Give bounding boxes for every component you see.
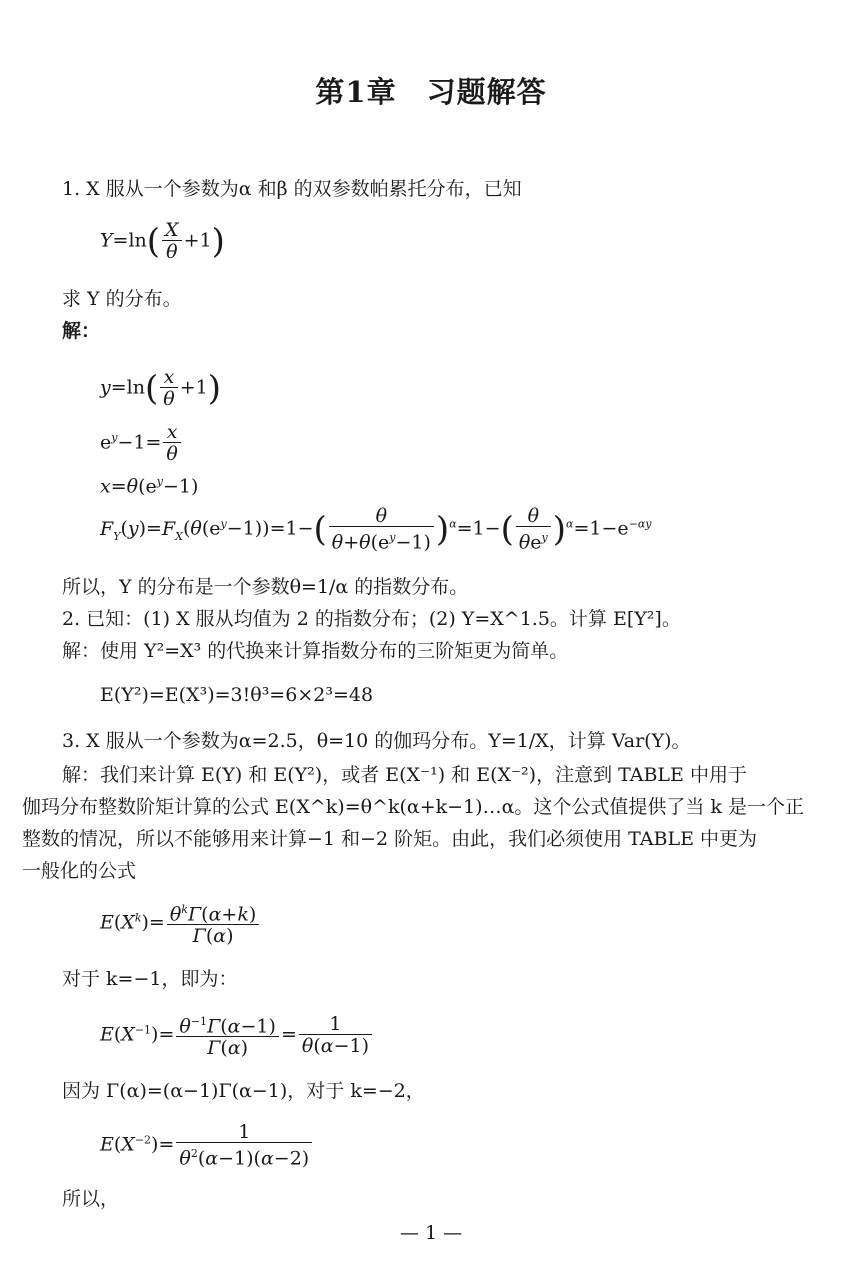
solution-1-eq3: $x=\theta(e^y-1)$	[100, 475, 199, 498]
solution-3-line-4: 一般化的公式	[22, 860, 137, 882]
solution-3-k-minus-1: 对于 k=−1，即为：	[62, 968, 238, 990]
solution-1-label: 解：	[62, 320, 101, 342]
solution-1-eq2: $e^y-1=$ $\frac{x}{\theta}$	[100, 422, 183, 465]
solution-3-line-2: 伽玛分布整数阶矩计算的公式 E(X^k)=θ^k(α+k−1)…α。这个公式值提供了当 k 是一个正	[22, 796, 805, 818]
page-title: 第1章 习题解答	[315, 75, 547, 109]
solution-3-eq1: $E(X^k)=$ $\frac{\theta^k\Gamma(\alpha+k)}{\Gamma(\alpha)}$	[100, 900, 261, 947]
problem-1-equation: Y=ln( $\frac{X}{\theta}$ +1)	[100, 219, 225, 263]
solution-1-eq4: $F_Y(y)=F_X(\theta(e^y-1))=1-$( $\frac{\theta}{\theta+\theta(e^y-1)}$ )$^\alpha$=1−( $\frac{\theta}{\theta e^y}$ )$^\alpha=1-e^{-\alpha y}$	[100, 505, 652, 554]
solution-2-equation: E(Y²)=E(X³)=3!θ³=6×2³=48	[100, 684, 374, 706]
problem-2-statement: 2. 已知：(1) X 服从均值为 2 的指数分布；(2) Y=X^1.5。计算 E[Y²]。	[62, 608, 681, 630]
solution-3-eq2: $E(X^{-1})=$ $\frac{\theta^{-1}\Gamma(\alpha-1)}{\Gamma(\alpha)}$ = $\frac{1}{\theta(\alpha-1)}$	[100, 1012, 374, 1059]
solution-1-conclusion: 所以，Y 的分布是一个参数θ=1/α 的指数分布。	[62, 576, 469, 598]
solution-3-line-1: 解：我们来计算 E(Y) 和 E(Y²)，或者 E(X⁻¹) 和 E(X⁻²)，注意到 TABLE 中用于	[62, 764, 747, 786]
page-number: — 1 —	[399, 1222, 463, 1244]
solution-3-line-3: 整数的情况，所以不能够用来计算−1 和−2 阶矩。由此，我们必须使用 TABLE 中更为	[22, 828, 757, 850]
problem-1-question: 求 Y 的分布。	[62, 288, 182, 310]
solution-3-so: 所以，	[62, 1188, 120, 1210]
problem-1-statement: 1. X 服从一个参数为α 和β 的双参数帕累托分布，已知	[62, 178, 522, 200]
problem-3-statement: 3. X 服从一个参数为α=2.5，θ=10 的伽玛分布。Y=1/X，计算 Var(Y)。	[62, 730, 691, 752]
solution-1-eq1: y=ln( $\frac{x}{\theta}$ +1)	[100, 366, 221, 410]
solution-2-text: 解：使用 Y²=X³ 的代换来计算指数分布的三阶矩更为简单。	[62, 640, 569, 662]
solution-3-because: 因为 Γ(α)=(α−1)Γ(α−1)，对于 k=−2，	[62, 1080, 425, 1102]
solution-3-eq3: $E(X^{-2})=$ $\frac{1}{\theta^2(\alpha-1)(\alpha-2)}$	[100, 1122, 314, 1169]
